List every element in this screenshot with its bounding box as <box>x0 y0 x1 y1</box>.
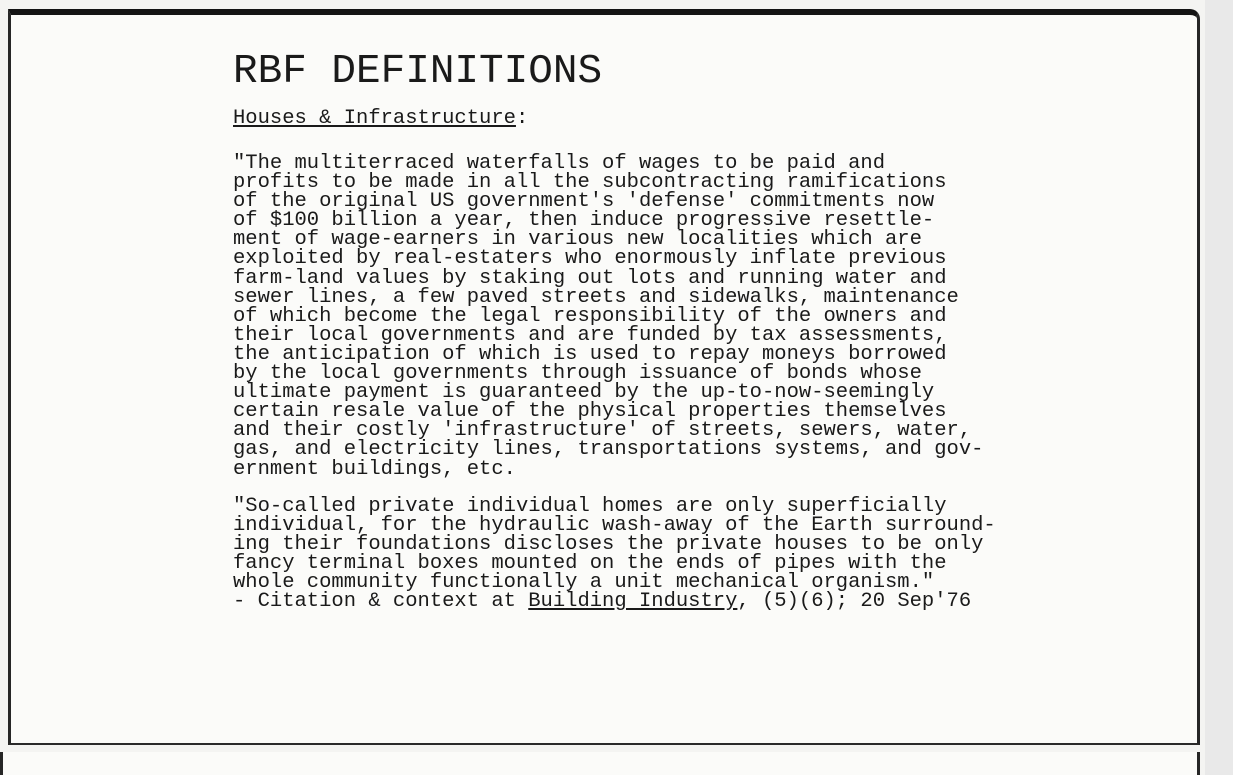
quote-line: of the original US government's 'defense' commitments now <box>233 190 935 214</box>
section-heading-colon: : <box>515 107 529 130</box>
citation-prefix: - Citation & context at <box>233 590 529 614</box>
quote-line: profits to be made in all the subcontracting ramifications <box>233 171 947 195</box>
citation-line <box>233 590 1163 614</box>
quote-line: the anticipation of which is used to repay moneys borrowed <box>233 342 947 366</box>
quote-line: fancy terminal boxes mounted on the ends of pipes with the <box>233 551 947 575</box>
page-margin-strip <box>1205 0 1233 775</box>
quote-line: ment of wage-earners in various new localities which are <box>233 228 922 252</box>
quote-paragraph-2 <box>233 494 1163 614</box>
quote-line: gas, and electricity lines, transportations systems, and gov- <box>233 438 984 462</box>
quote-line: "The multiterraced waterfalls of wages to be paid and <box>233 152 886 175</box>
citation-source: Building Industry <box>528 590 738 614</box>
section-heading <box>233 107 1163 131</box>
section-heading-text: Houses & Infrastructure <box>233 107 516 130</box>
quote-line: of $100 billion a year, then induce progressive resettle- <box>233 209 935 233</box>
quote-line: individual, for the hydraulic wash-away of the Earth surround- <box>233 513 996 537</box>
quote-line: exploited by real-estaters who enormously inflate previous <box>233 247 947 271</box>
quote-line: ultimate payment is guaranteed by the up-to-now-seemingly <box>233 381 935 405</box>
quote-line: certain resale value of the physical properties themselves <box>233 400 947 424</box>
quote-paragraph-1 <box>233 154 1163 479</box>
quote-line: "So-called private individual homes are only superficially <box>233 494 947 518</box>
quote-line: and their costly 'infrastructure' of streets, sewers, water, <box>233 419 972 443</box>
document-title: RBF DEFINITIONS <box>233 49 603 95</box>
quote-line: sewer lines, a few paved streets and sidewalks, maintenance <box>233 285 959 309</box>
quote-line: whole community functionally a unit mechanical organism." <box>233 570 935 594</box>
definition-card <box>8 9 1200 745</box>
citation-suffix: , (5)(6); 20 Sep'76 <box>737 590 972 614</box>
quote-line: by the local governments through issuance of bonds whose <box>233 362 922 386</box>
quote-line: ernment buildings, etc. <box>233 457 516 481</box>
quote-line: ing their foundations discloses the private houses to be only <box>233 532 984 556</box>
quote-line: of which become the legal responsibility of the owners and <box>233 304 947 328</box>
quote-line: farm-land values by staking out lots and running water and <box>233 266 947 290</box>
quote-line: their local governments and are funded by tax assessments, <box>233 323 947 347</box>
card-content <box>233 49 1163 614</box>
next-card-edge <box>0 752 1200 775</box>
